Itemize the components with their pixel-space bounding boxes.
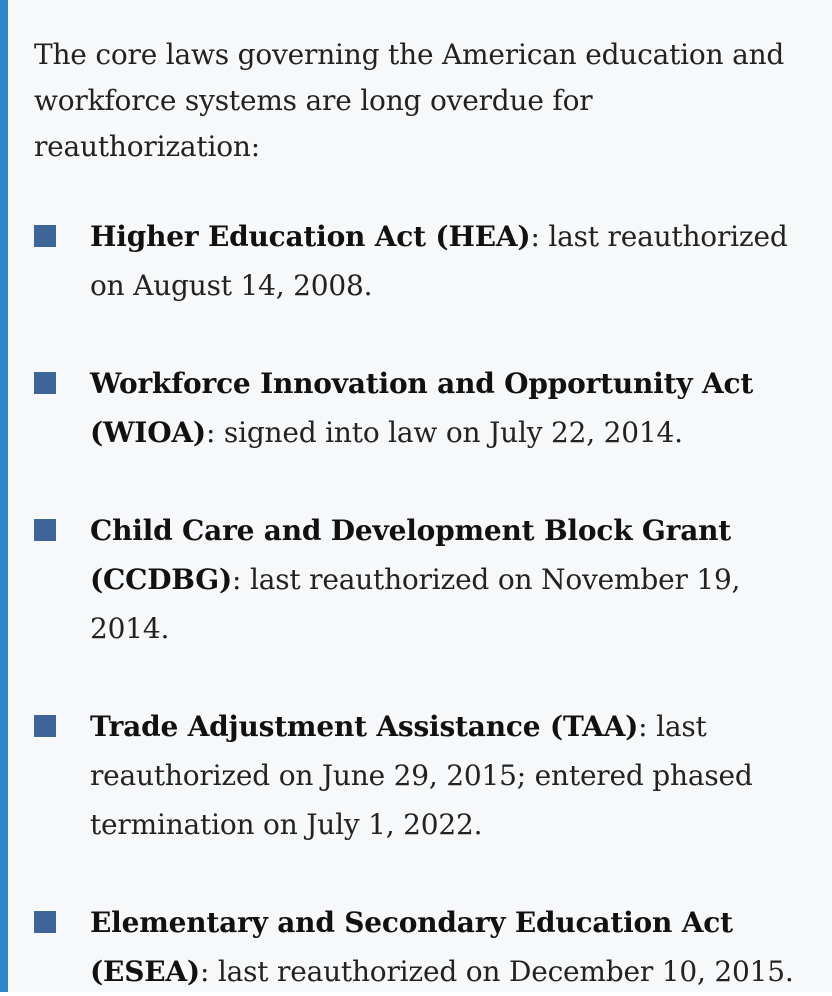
square-bullet-icon <box>34 911 56 933</box>
law-name: Higher Education Act (HEA) <box>90 220 531 253</box>
law-detail: : last reauthorized on November 19, 2014. <box>90 563 741 645</box>
law-list <box>34 212 808 996</box>
law-name: Child Care and Development Block Grant (CCDBG) <box>90 514 732 596</box>
law-item-taa <box>34 702 808 849</box>
square-bullet-icon <box>34 225 56 247</box>
square-bullet-icon <box>34 715 56 737</box>
law-item-esea <box>34 898 808 996</box>
law-item-hea <box>34 212 808 310</box>
law-name: Elementary and Secondary Education Act (ESEA) <box>90 906 733 988</box>
law-item-wioa <box>34 359 808 457</box>
law-name: Workforce Innovation and Opportunity Act (WIOA) <box>90 367 754 449</box>
law-detail: : last reauthorized on August 14, 2008. <box>90 220 788 302</box>
law-detail: : signed into law on July 22, 2014. <box>205 416 683 449</box>
law-detail: : last reauthorized on June 29, 2015; entered phased termination on July 1, 2022. <box>90 710 753 841</box>
law-detail: : last reauthorized on December 10, 2015. <box>199 955 794 988</box>
square-bullet-icon <box>34 519 56 541</box>
intro-paragraph: The core laws governing the American education and workforce systems are long overdue for reauthorization: <box>34 38 785 163</box>
law-name: Trade Adjustment Assistance (TAA) <box>90 710 639 743</box>
law-item-ccdbg <box>34 506 808 653</box>
square-bullet-icon <box>34 372 56 394</box>
